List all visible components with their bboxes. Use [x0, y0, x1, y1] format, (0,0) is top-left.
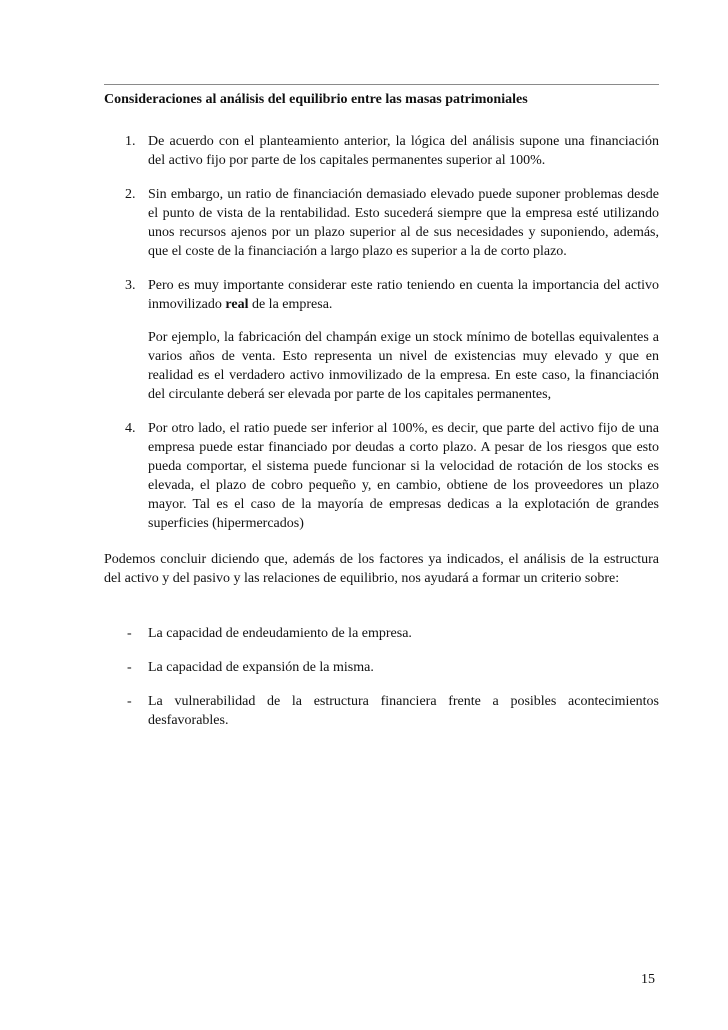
list-item-2: [104, 185, 659, 261]
bullet-list: [104, 624, 659, 745]
numbered-list: [104, 132, 659, 548]
list-item-3: [104, 276, 659, 404]
list-item-text: De acuerdo con el planteamiento anterior, la lógica del análisis supone una financiación del activo fijo por parte de los capitales permanentes superior al 100%.: [148, 134, 659, 168]
example-paragraph: Por ejemplo, la fabricación del champán exige un stock mínimo de botellas equivalentes a varios años de venta. Esto representa un nivel de existencias muy elevado y que en realidad es el verdadero activo inmovilizado de la empresa. En este caso, la financiación del circulante deberá ser elevada por parte de los capitales permanentes,: [148, 330, 659, 402]
bullet-item-1: [104, 624, 659, 643]
bullet-marker: -: [127, 694, 132, 709]
conclusion-paragraph: Podemos concluir diciendo que, además de los factores ya indicados, el análisis de la estructura del activo y del pasivo y las relaciones de equilibrio, nos ayudará a formar un criterio sobre:: [104, 552, 659, 586]
list-marker: 3.: [125, 278, 136, 293]
bullet-marker: -: [127, 626, 132, 641]
bullet-item-2: [104, 658, 659, 677]
list-item-text: Sin embargo, un ratio de financiación demasiado elevado puede suponer problemas desde el punto de vista de la rentabilidad. Esto sucederá siempre que la empresa esté utilizando unos recursos ajenos por un plazo superior al de sus necesidades y suponiendo, además, que el coste de la financiación a largo plazo es superior a la de corto plazo.: [148, 187, 659, 259]
text-run: Pero es muy importante considerar este ratio teniendo en cuenta la importancia del activo inmovilizado: [148, 278, 659, 312]
list-marker: 4.: [125, 421, 136, 436]
list-item-1: [104, 132, 659, 170]
bullet-text: La capacidad de endeudamiento de la empresa.: [148, 626, 412, 641]
list-item-text: Por otro lado, el ratio puede ser inferior al 100%, es decir, que parte del activo fijo de una empresa puede estar financiado por deudas a corto plazo. A pesar de los riesgos que esto pueda comportar, el sistema puede funcionar si la velocidad de rotación de los stocks es elevada, el plazo de cobro pequeño y, en cambio, obtiene de los proveedores un plazo mayor. Tal es el caso de la mayoría de empresas dedicas a la explotación de grandes superficies (hipermercados): [148, 421, 659, 531]
list-item-4: [104, 419, 659, 533]
bullet-text: La capacidad de expansión de la misma.: [148, 660, 374, 675]
list-item-text: [148, 276, 659, 314]
bullet-marker: -: [127, 660, 132, 675]
header-rule: [104, 84, 659, 85]
list-marker: 1.: [125, 134, 136, 149]
bullet-text: La vulnerabilidad de la estructura financiera frente a posibles acontecimientos desfavorables.: [148, 694, 659, 728]
list-marker: 2.: [125, 187, 136, 202]
section-heading: Consideraciones al análisis del equilibrio entre las masas patrimoniales: [104, 92, 528, 107]
page-number: 15: [641, 972, 655, 987]
text-run: de la empresa.: [248, 297, 333, 312]
bold-term: real: [225, 297, 249, 312]
bullet-item-3: [104, 692, 659, 730]
